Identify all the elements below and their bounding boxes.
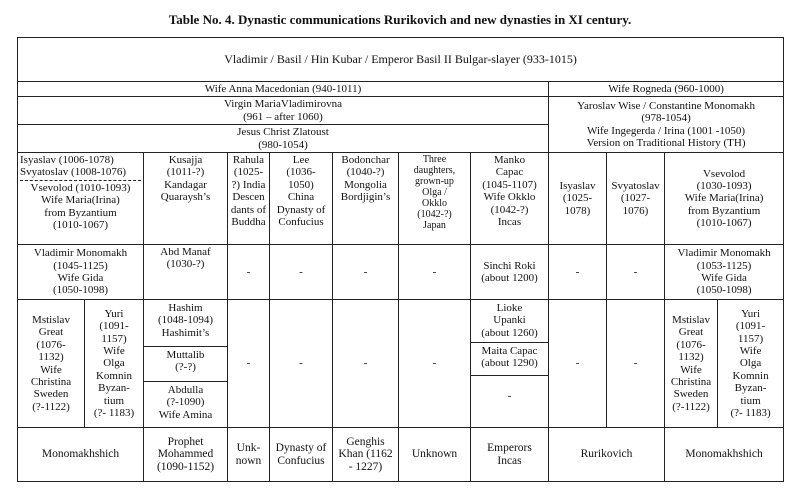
yaroslav-cell: Yaroslav Wise / Constantine Monomakh (978-1054) Wife Ingegerda / Irina (1001 -1050) Version on Traditional History (TH) bbox=[549, 97, 784, 153]
dash-cell: - bbox=[270, 245, 333, 300]
hashim-cell: Hashim (1048-1094) Hashimit’s Muttalib (?-?) Abdulla (?-1090) Wife Amina bbox=[144, 300, 228, 428]
wife-rogneda-cell: Wife Rogneda (960-1000) bbox=[549, 82, 784, 97]
rahula-cell: Rahula (1025- ?) India Descen dants of Buddha bbox=[228, 153, 270, 245]
dash-cell: - bbox=[471, 375, 548, 416]
dash-cell: - bbox=[549, 245, 607, 300]
isyaslav-block-cell: Isyaslav (1006-1078) Svyatoslav (1008-1076) Vsevolod (1010-1093) Wife Maria(Irina) from Byzantium (1010-1067) bbox=[18, 153, 144, 245]
dash-cell: - bbox=[399, 245, 471, 300]
lee-cell: Lee (1036- 1050) China Dynasty of Confucius bbox=[270, 153, 333, 245]
dashed-divider bbox=[20, 180, 141, 181]
abd-manaf-cell: Abd Manaf (1030-?) bbox=[144, 245, 228, 300]
kusajja-cell: Kusajja (1011-?) Kandagar Quaraysh’s bbox=[144, 153, 228, 245]
table-title: Table No. 4. Dynastic communications Rurikovich and new dynasties in XI century. bbox=[168, 12, 632, 27]
vsevolod-th-cell: Vsevolod (1030-1093) Wife Maria(Irina) from Byzantium (1010-1067) bbox=[665, 153, 784, 245]
monomakhshich-cell: Monomakhshich bbox=[18, 428, 144, 482]
maita-capac-cell: Maita Capac (about 1290) bbox=[471, 342, 548, 375]
dash-cell: - bbox=[228, 245, 270, 300]
mstislav-th-cell: Mstislav Great (1076- 1132) Wife Christina Sweden (?-1122) bbox=[665, 300, 718, 428]
incas-cell: Emperors Incas bbox=[471, 428, 549, 482]
bodonchar-cell: Bodonchar (1040-?) Mongolia Bordjigin’s bbox=[333, 153, 399, 245]
manko-cell: Manko Capac (1045-1107) Wife Okklo (1042-?) Incas bbox=[471, 153, 549, 245]
mstislav-cell: Mstislav Great (1076- 1132) Wife Christina Sweden (?-1122) bbox=[18, 300, 85, 428]
prophet-cell: Prophet Mohammed (1090-1152) bbox=[144, 428, 228, 482]
confucius-dynasty-cell: Dynasty of Confucius bbox=[270, 428, 333, 482]
unknown-cell: Unknown bbox=[399, 428, 471, 482]
yuri-th-cell: Yuri (1091- 1157) Wife Olga Komnin Byzan- tium (?- 1183) bbox=[718, 300, 784, 428]
abdulla-cell: Abdulla (?-1090) Wife Amina bbox=[144, 381, 227, 423]
monomakhshich-th-cell: Monomakhshich bbox=[665, 428, 784, 482]
sinchi-roki-cell: Sinchi Roki (about 1200) bbox=[471, 245, 549, 300]
dash-cell: - bbox=[333, 245, 399, 300]
ancestor-cell: Vladimir / Basil / Hin Kubar / Emperor Basil II Bulgar-slayer (933-1015) bbox=[18, 38, 784, 82]
virgin-maria-cell: Virgin MariaVladimirovna (961 – after 1060) bbox=[18, 97, 549, 125]
unknown-rahula-cell: Unk- nown bbox=[228, 428, 270, 482]
vladimir-monomakh-th-cell: Vladimir Monomakh (1053-1125) Wife Gida (1050-1098) bbox=[665, 245, 784, 300]
dash-cell: - bbox=[270, 300, 333, 428]
dash-cell: - bbox=[607, 300, 665, 428]
dash-cell: - bbox=[333, 300, 399, 428]
genghis-khan-cell: Genghis Khan (1162 - 1227) bbox=[333, 428, 399, 482]
lioke-cell: Lioke Upanki (about 1260) Maita Capac (about 1290) - bbox=[471, 300, 549, 428]
muttalib-cell: Muttalib (?-?) bbox=[144, 346, 227, 381]
dynasty-table bbox=[17, 37, 784, 482]
jesus-cell: Jesus Christ Zlatoust (980-1054) bbox=[18, 125, 549, 153]
isyaslav-th-cell: Isyaslav (1025- 1078) bbox=[549, 153, 607, 245]
svyatoslav-th-cell: Svyatoslav (1027- 1076) bbox=[607, 153, 665, 245]
three-daughters-cell: Three daughters, grown-up Olga / Okklo (1042-?) Japan bbox=[399, 153, 471, 245]
dash-cell: - bbox=[228, 300, 270, 428]
rurikovich-cell: Rurikovich bbox=[549, 428, 665, 482]
dash-cell: - bbox=[399, 300, 471, 428]
wife-anna-cell: Wife Anna Macedonian (940-1011) bbox=[18, 82, 549, 97]
dash-cell: - bbox=[549, 300, 607, 428]
yuri-cell: Yuri (1091- 1157) Wife Olga Komnin Byzan- tium (?- 1183) bbox=[85, 300, 144, 428]
vladimir-monomakh-cell: Vladimir Monomakh (1045-1125) Wife Gida (1050-1098) bbox=[18, 245, 144, 300]
dash-cell: - bbox=[607, 245, 665, 300]
